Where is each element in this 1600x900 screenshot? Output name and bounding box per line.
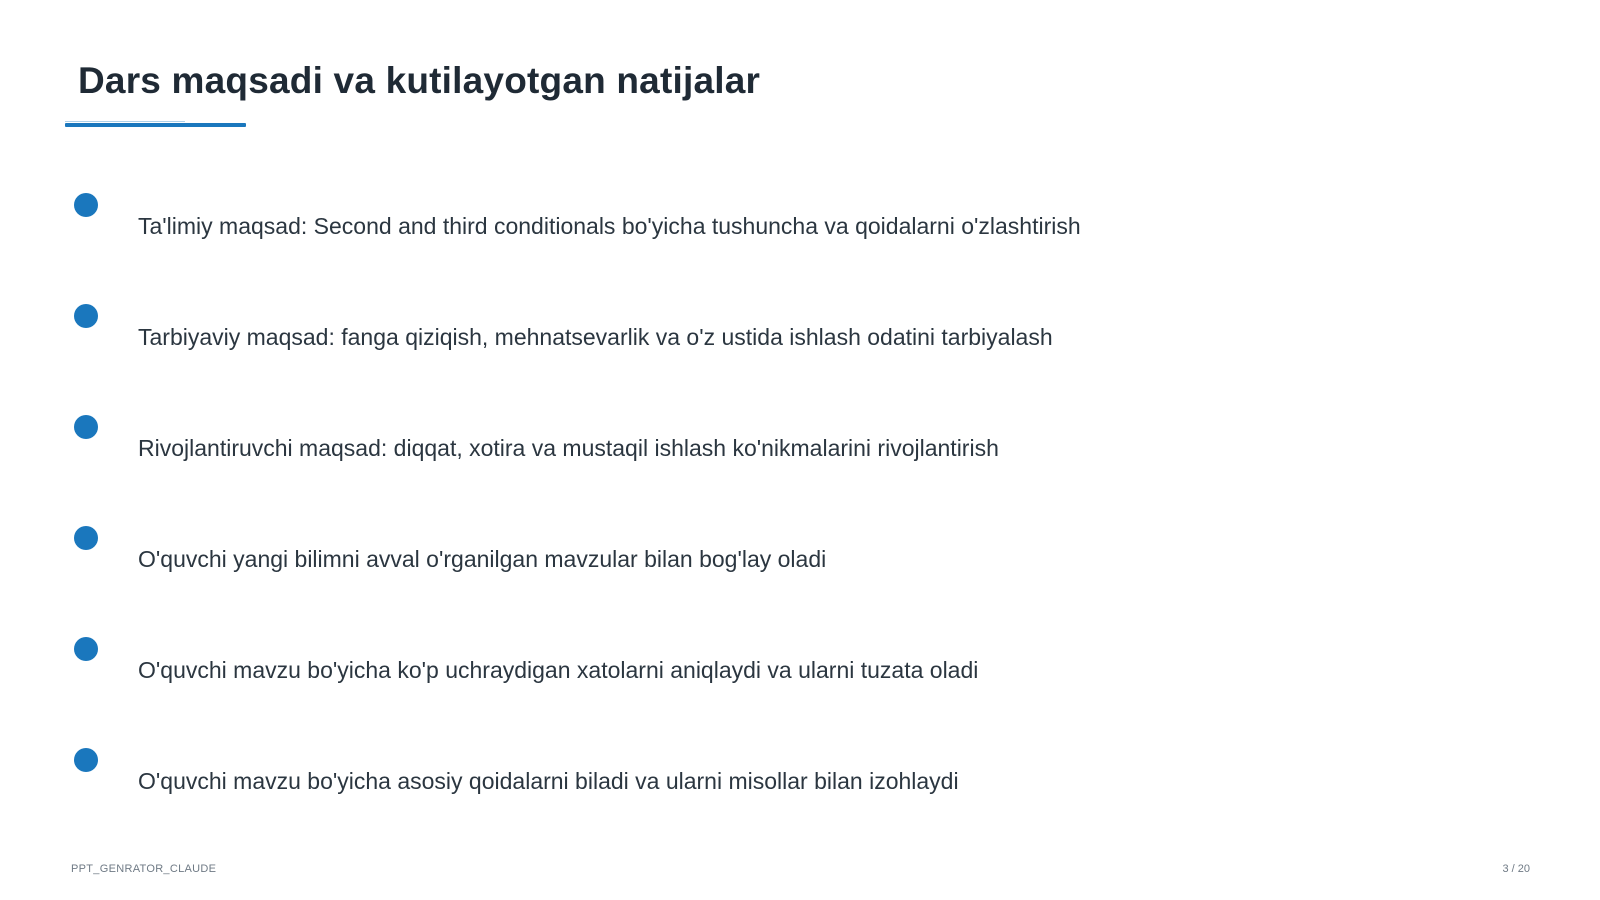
bullet-text: O'quvchi mavzu bo'yicha asosiy qoidalarni biladi va ularni misollar bilan izohlaydi bbox=[138, 768, 959, 794]
bullet-text: O'quvchi yangi bilimni avval o'rganilgan mavzular bilan bog'lay oladi bbox=[138, 546, 827, 572]
bullet-text: Ta'limiy maqsad: Second and third conditionals bo'yicha tushuncha va qoidalarni o'zlashtirish bbox=[138, 213, 1081, 239]
slide-title: Dars maqsadi va kutilayotgan natijalar bbox=[78, 60, 761, 101]
list-item bbox=[0, 748, 1600, 828]
footer-label: PPT_GENRATOR_CLAUDE bbox=[71, 863, 217, 875]
list-item bbox=[0, 526, 1600, 606]
bullet-text: Rivojlantiruvchi maqsad: diqqat, xotira va mustaqil ishlash ko'nikmalarini rivojlantirish bbox=[138, 435, 999, 461]
bullet-dot-icon bbox=[74, 193, 98, 217]
list-item bbox=[0, 637, 1600, 717]
page-number: 3 / 20 bbox=[1502, 863, 1530, 875]
bullet-dot-icon bbox=[74, 415, 98, 439]
bullet-text: Tarbiyaviy maqsad: fanga qiziqish, mehnatsevarlik va o'z ustida ishlash odatini tarbiyalash bbox=[138, 324, 1053, 350]
list-item bbox=[0, 193, 1600, 273]
bullet-dot-icon bbox=[74, 748, 98, 772]
list-item bbox=[0, 304, 1600, 384]
bullet-text: O'quvchi mavzu bo'yicha ko'p uchraydigan xatolarni aniqlaydi va ularni tuzata oladi bbox=[138, 657, 979, 683]
bullet-dot-icon bbox=[74, 637, 98, 661]
list-item bbox=[0, 415, 1600, 495]
bullet-dot-icon bbox=[74, 526, 98, 550]
bullet-dot-icon bbox=[74, 304, 98, 328]
